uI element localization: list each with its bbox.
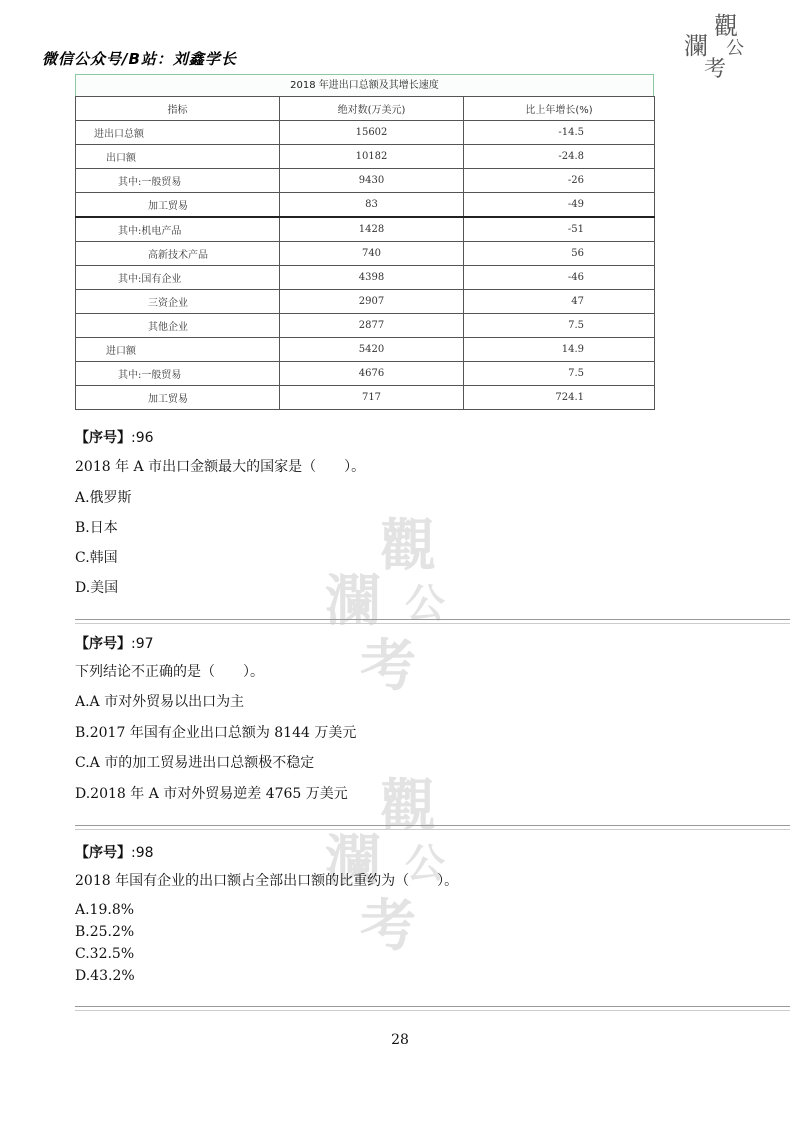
question-97-stem: 下列结论不正确的是（ ）。 [75,664,264,680]
option-b: B.25.2% [75,924,135,940]
question-96-heading [75,428,154,448]
svg-text:觀: 觀 [380,773,436,839]
table-row [76,338,655,362]
question-label: 【序号】 [75,845,131,861]
table-row [76,193,655,218]
indicator-cell: 高新技术产品 [76,242,280,266]
growth-rate-cell: 47 [464,290,655,314]
table-row [76,145,655,169]
absolute-value-cell: 4398 [280,266,464,290]
absolute-value-cell: 10182 [280,145,464,169]
column-header: 指标 [76,97,280,121]
growth-rate-cell: -26 [464,169,655,193]
growth-rate-cell: -49 [464,193,655,218]
section-divider [75,1006,790,1011]
logo-char-3: 公 [726,38,744,59]
svg-text:考: 考 [360,633,416,695]
column-header: 绝对数(万美元) [280,97,464,121]
guanlan-logo [678,8,764,80]
question-label: 【序号】 [75,636,131,652]
indicator-cell: 进口额 [76,338,280,362]
table-row [76,290,655,314]
indicator-cell: 加工贸易 [76,386,280,410]
indicator-cell: 三资企业 [76,290,280,314]
question-number: :98 [131,845,154,861]
indicator-cell: 加工贸易 [76,193,280,218]
logo-char-4: 考 [704,57,727,80]
option-c: C.A 市的加工贸易进出口总额极不稳定 [75,755,315,771]
absolute-value-cell: 15602 [280,121,464,145]
section-divider [75,825,790,830]
header-account-text: 微信公众号/B站：刘鑫学长 [42,50,237,68]
question-number: :97 [131,636,154,652]
option-d: D.美国 [75,580,119,596]
question-98-heading [75,843,154,863]
table-header-row [76,97,655,121]
growth-rate-cell: -24.8 [464,145,655,169]
absolute-value-cell: 4676 [280,362,464,386]
table-row [76,169,655,193]
option-c: C.32.5% [75,946,135,962]
question-label: 【序号】 [75,430,131,446]
svg-text:公: 公 [405,840,445,887]
option-a: A.俄罗斯 [75,490,132,506]
growth-rate-cell: -46 [464,266,655,290]
indicator-cell: 其中:一般贸易 [76,169,280,193]
svg-text:考: 考 [360,893,416,955]
table-row [76,217,655,242]
growth-rate-cell: 7.5 [464,362,655,386]
svg-text:觀: 觀 [380,513,436,579]
svg-text:公: 公 [405,580,445,627]
logo-char-1: 觀 [714,12,738,40]
table-row [76,266,655,290]
indicator-cell: 其中:机电产品 [76,217,280,242]
absolute-value-cell: 83 [280,193,464,218]
absolute-value-cell: 717 [280,386,464,410]
option-a: A.19.8% [75,902,135,918]
trade-table [75,96,655,410]
absolute-value-cell: 740 [280,242,464,266]
page-number: 28 [391,1032,409,1048]
question-98-stem: 2018 年国有企业的出口额占全部出口额的比重约为（ ）。 [75,873,459,889]
logo-char-2: 瀾 [684,32,708,60]
growth-rate-cell: -14.5 [464,121,655,145]
table-row [76,386,655,410]
option-b: B.日本 [75,520,118,536]
table-row [76,362,655,386]
question-number: :96 [131,430,154,446]
table-title: 2018 年进出口总额及其增长速度 [75,74,654,96]
table-row [76,242,655,266]
absolute-value-cell: 2877 [280,314,464,338]
table-row [76,314,655,338]
absolute-value-cell: 9430 [280,169,464,193]
growth-rate-cell: 724.1 [464,386,655,410]
indicator-cell: 进出口总额 [76,121,280,145]
option-d: D.2018 年 A 市对外贸易逆差 4765 万美元 [75,786,348,802]
indicator-cell: 其中:一般贸易 [76,362,280,386]
trade-table-figure [75,74,654,410]
indicator-cell: 其中:国有企业 [76,266,280,290]
column-header: 比上年增长(%) [464,97,655,121]
absolute-value-cell: 2907 [280,290,464,314]
growth-rate-cell: 14.9 [464,338,655,362]
growth-rate-cell: -51 [464,217,655,242]
indicator-cell: 出口额 [76,145,280,169]
section-divider [75,619,790,624]
absolute-value-cell: 1428 [280,217,464,242]
option-b: B.2017 年国有企业出口总额为 8144 万美元 [75,725,357,741]
question-96-stem: 2018 年 A 市出口金额最大的国家是（ ）。 [75,459,366,475]
question-97-heading [75,634,154,654]
growth-rate-cell: 7.5 [464,314,655,338]
option-c: C.韩国 [75,550,118,566]
absolute-value-cell: 5420 [280,338,464,362]
table-row [76,121,655,145]
watermark-logo [320,505,470,695]
indicator-cell: 其他企业 [76,314,280,338]
svg-text:瀾: 瀾 [325,828,381,894]
option-a: A.A 市对外贸易以出口为主 [75,694,245,710]
svg-text:瀾: 瀾 [325,568,381,634]
growth-rate-cell: 56 [464,242,655,266]
option-d: D.43.2% [75,968,135,984]
